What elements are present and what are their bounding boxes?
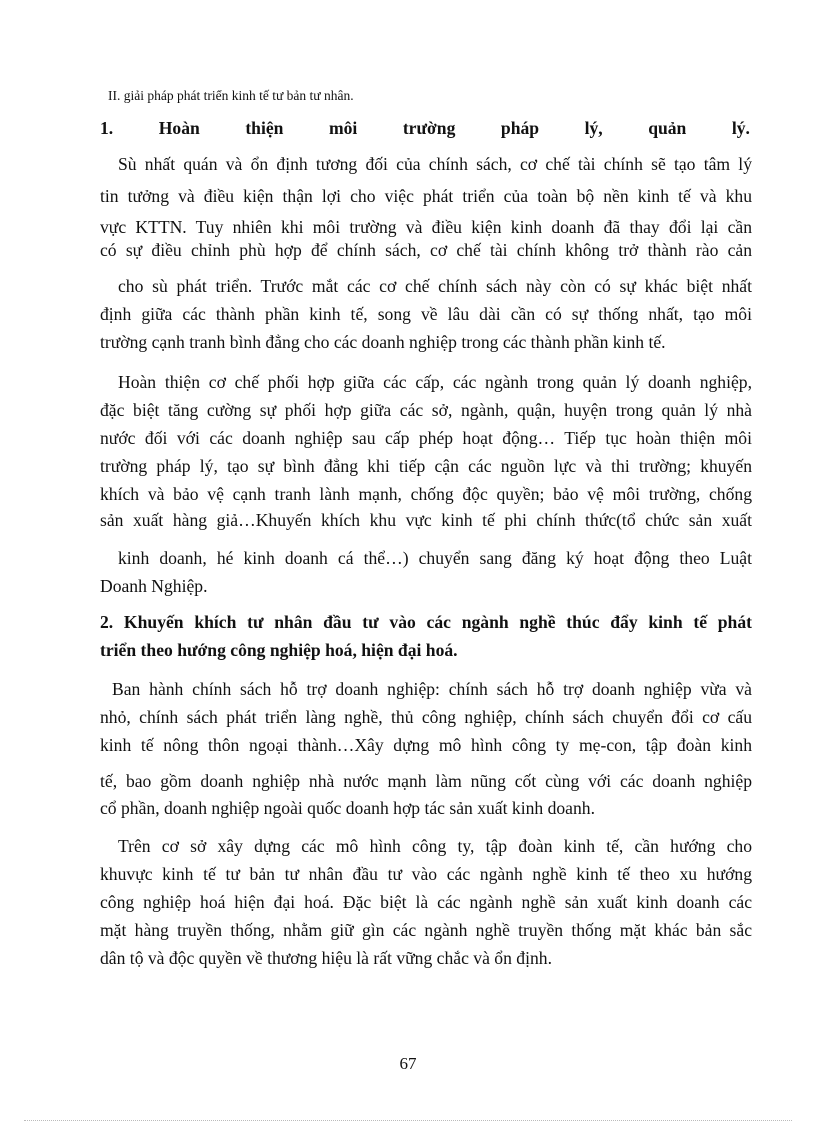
para2-line: kinh doanh, hé kinh doanh cá thể…) chuyển sang đăng ký hoạt động theo Luật [118, 548, 752, 568]
para4-line: dân tộ và độc quyền về thương hiệu là rất vững chắc và ổn định. [100, 948, 552, 968]
para2-line: đặc biệt tăng cường sự phối hợp giữa các sở, ngành, quận, huyện trong quản lý nhà [100, 400, 752, 420]
para4-line: công nghiệp hoá hiện đại hoá. Đặc biệt là các ngành nghề sản xuất kinh doanh các [100, 892, 752, 912]
page-number: 67 [399, 1054, 417, 1073]
footer-divider [24, 1120, 792, 1121]
para2-line: Doanh Nghiệp. [100, 576, 208, 596]
para1-line: Sù nhất quán và ổn định tương đối của chính sách, cơ chế tài chính sẽ tạo tâm lý [118, 154, 752, 174]
para4-line: khuvực kinh tế tư bản tư nhân đầu tư vào các ngành nghề kinh tế theo xu hướng [100, 864, 752, 884]
para3-line: nhỏ, chính sách phát triển làng nghề, thủ công nghiệp, chính sách chuyển đổi cơ cấu [100, 707, 752, 727]
para3-line: Ban hành chính sách hỗ trợ doanh nghiệp: chính sách hỗ trợ doanh nghiệp vừa và [112, 679, 752, 699]
para3-line: kinh tế nông thôn ngoại thành…Xây dựng mô hình công ty mẹ-con, tập đoàn kinh [100, 735, 752, 755]
para4-line: Trên cơ sở xây dựng các mô hình công ty, tập đoàn kinh tế, cần hướng cho [118, 836, 752, 856]
heading-2-line: triển theo hướng công nghiệp hoá, hiện đại hoá. [100, 640, 458, 660]
para1-line: vực KTTN. Tuy nhiên khi môi trường và điều kiện kinh doanh đã thay đổi lại cần [100, 217, 752, 237]
para2-line: trường pháp lý, tạo sự bình đẳng khi tiếp cận các nguồn lực và thi trường; khuyến [100, 456, 752, 476]
heading-1: 1. Hoàn thiện môi trường pháp lý, quản lý. [100, 118, 750, 138]
para1-line: có sự điều chỉnh phù hợp để chính sách, cơ chế tài chính không trở thành rào cản [100, 240, 752, 260]
para1-line: cho sù phát triển. Trước mắt các cơ chế chính sách này còn có sự khác biệt nhất [118, 276, 752, 296]
para2-line: Hoàn thiện cơ chế phối hợp giữa các cấp, các ngành trong quản lý doanh nghiệp, [118, 372, 752, 392]
para2-line: sản xuất hàng giả…Khuyến khích khu vực kinh tế phi chính thức(tổ chức sản xuất [100, 510, 752, 530]
section-heading: II. giải pháp phát triển kinh tế tư bản tư nhân. [108, 88, 354, 103]
para4-line: mặt hàng truyền thống, nhằm giữ gìn các ngành nghề truyền thống mặt khác bản sắc [100, 920, 752, 940]
para3-line: cổ phần, doanh nghiệp ngoài quốc doanh hợp tác sản xuất kinh doanh. [100, 798, 595, 818]
para1-line: tin tưởng và điều kiện thận lợi cho việc phát triển của toàn bộ nền kinh tế và khu [100, 186, 752, 206]
para1-line: định giữa các thành phần kinh tế, song về lâu dài cần có sự thống nhất, tạo môi [100, 304, 752, 324]
heading-2-line: 2. Khuyến khích tư nhân đầu tư vào các ngành nghề thúc đẩy kinh tế phát [100, 612, 752, 632]
para2-line: khích và bảo vệ cạnh tranh lành mạnh, chống độc quyền; bảo vệ môi trường, chống [100, 484, 752, 504]
para1-line: trường cạnh tranh bình đẳng cho các doanh nghiệp trong các thành phần kinh tế. [100, 332, 666, 352]
para3-line: tế, bao gồm doanh nghiệp nhà nước mạnh làm nũng cốt cùng với các doanh nghiệp [100, 771, 752, 791]
para2-line: nước đối với các doanh nghiệp sau cấp phép hoạt động… Tiếp tục hoàn thiện môi [100, 428, 752, 448]
